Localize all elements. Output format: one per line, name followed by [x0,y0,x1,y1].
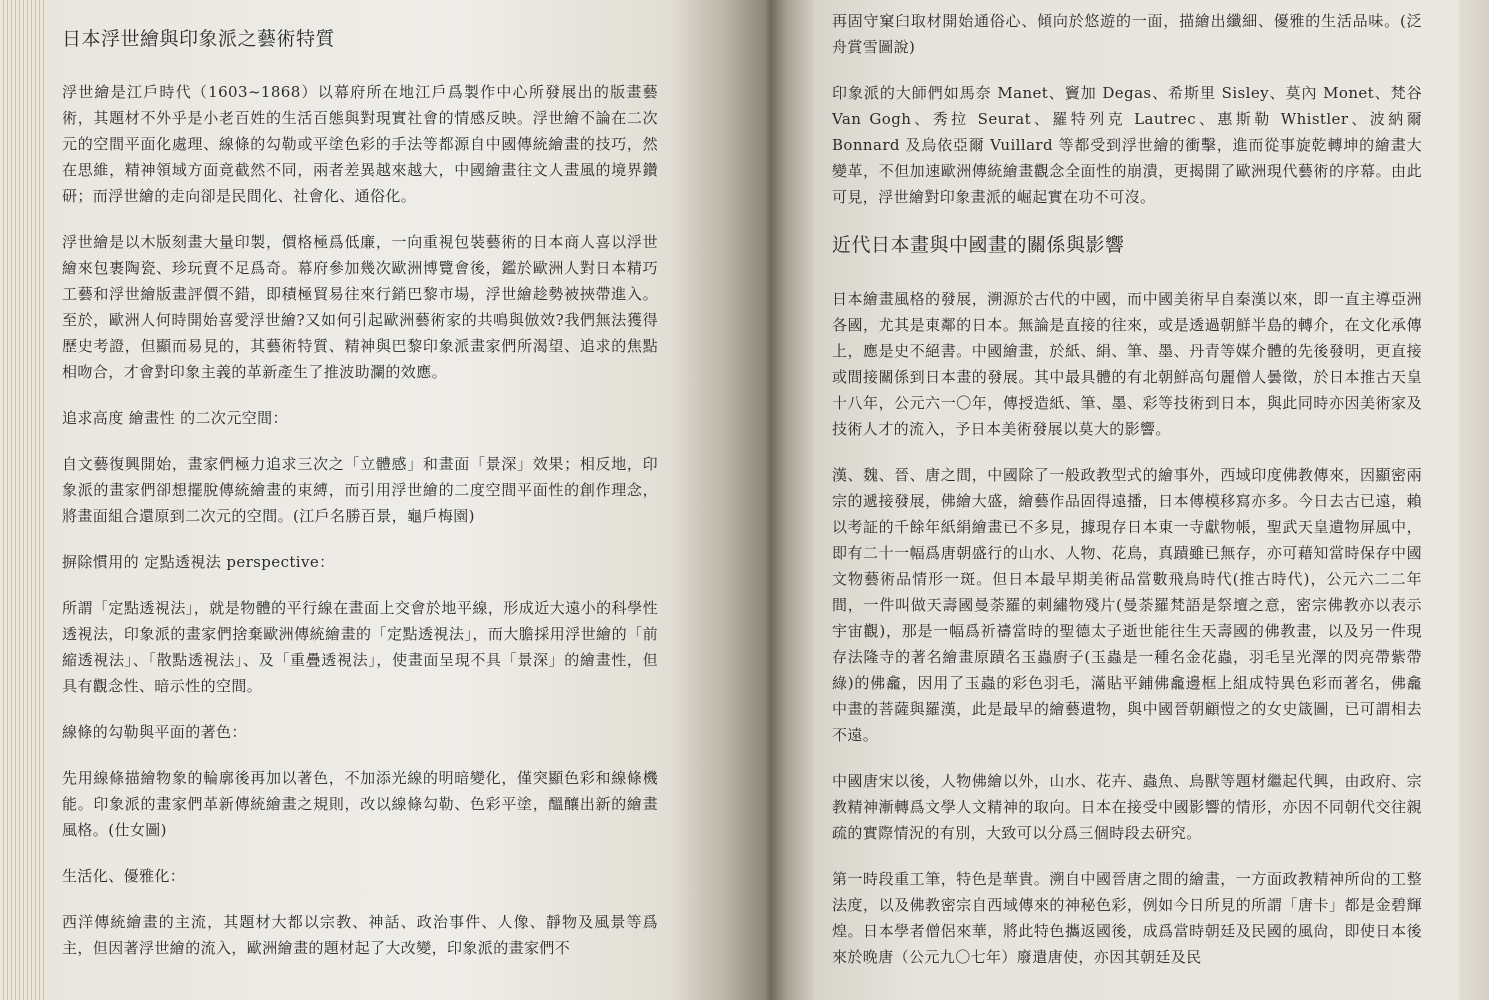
subheading: 追求高度 繪畫性 的二次元空間： [62,409,288,427]
subheading: 生活化、優雅化： [62,867,186,885]
page-stack-edge-right [1459,0,1489,1000]
subheading: 摒除慣用的 定點透視法 perspective： [62,553,335,571]
right-page-title: 近代日本畫與中國畫的關係與影響 [832,234,1125,256]
paragraph: 西洋傳統繪畫的主流，其題材大都以宗教、神話、政治事件、人像、靜物及風景等爲主，但因著浮世繪的流入，歐洲繪畫的題材起了大改變，印象派的畫家們不 [62,913,658,957]
paragraph: 中國唐宋以後，人物佛繪以外，山水、花卉、蟲魚、鳥獸等題材繼起代興，由政府、宗教精神漸轉爲文學人文精神的取向。日本在接受中國影響的情形，亦因不同朝代交往親疏的實際情況的有別，大致可以分爲三個時段去研究。 [832,772,1422,842]
left-page-text [62,18,658,981]
book-gutter [724,0,814,1000]
subheading: 線條的勾勒與平面的著色： [62,723,247,741]
paragraph: 自文藝復興開始，畫家們極力追求三次之「立體感」和畫面「景深」效果；相反地，印象派的畫家們卻想擺脫傳統繪畫的束縛，而引用浮世繪的二度空間平面性的創作理念，將畫面組合還原到二次元的空間。(江戶名勝百景，龜戶梅園) [62,455,658,525]
paragraph: 浮世繪是以木版刻畫大量印製，價格極爲低廉，一向重視包裝藝術的日本商人喜以浮世繪來包裹陶瓷、珍玩賣不足爲奇。幕府參加幾次歐洲博覽會後，鑑於歐洲人對日本精巧工藝和浮世繪版畫評價不錯，即積極貿易往來行銷巴黎市場，浮世繪趁勢被挾帶進入。至於，歐洲人何時開始喜愛浮世繪?又如何引起歐洲藝術家的共鳴與倣效?我們無法獲得歷史考證，但顯而易見的，其藝術特質、精神與巴黎印象派畫家們所渴望、追求的焦點相吻合，才會對印象主義的革新產生了推波助瀾的效應。 [62,233,658,381]
paragraph: 第一時段重工筆，特色是華貴。溯自中國晉唐之間的繪畫，一方面政教精神所尙的工整法度，以及佛教密宗自西域傳來的神秘色彩，例如今日所見的所謂「唐卡」都是金碧輝煌。日本學者僧侶來華，將此特色攜返國後，成爲當時朝廷及民國的風尙，即使日本後來於晚唐（公元九〇七年）廢遣唐使，亦因其朝廷及民 [832,870,1422,966]
page-stack-edge-left [0,0,46,1000]
paragraph: 所謂「定點透視法」，就是物體的平行線在畫面上交會於地平線，形成近大遠小的科學性透視法，印象派的畫家們捨棄歐洲傳統繪畫的「定點透視法」，而大膽採用浮世繪的「前縮透視法」、「散點透視法」、及「重疊透視法」，使畫面呈現不具「景深」的繪畫性，但具有觀念性、暗示性的空間。 [62,599,658,695]
right-page-text [832,8,1422,990]
paragraph: 浮世繪是江戶時代（1603~1868）以幕府所在地江戶爲製作中心所發展出的版畫藝術，其題材不外乎是小老百姓的生活百態與對現實社會的情感反映。浮世繪不論在二次元的空間平面化處理、線條的勾勒或平塗色彩的手法等都源自中國傳統繪畫的技巧，然在思維，精神領域方面竟截然不同，兩者差異越來越大，中國繪畫往文人畫風的境界鑽研；而浮世繪的走向卻是民間化、社會化、通俗化。 [62,83,658,205]
paragraph: 漢、魏、晉、唐之間，中國除了一般政教型式的繪事外，西域印度佛教傳來，因顯密兩宗的遞接發展，佛繪大盛，繪藝作品固得遠播，日本傳模移寫亦多。今日去古已遠，賴以考証的千餘年紙絹繪畫已不多見，據現存日本東一寺獻物帳，聖武天皇遺物屏風中，即有二十一幅爲唐朝盛行的山水、人物、花鳥，真蹟雖已無存，亦可藉知當時保存中國文物藝術品情形一斑。但日本最早期美術品當數飛鳥時代(推古時代)，公元六二二年間，一件叫做天壽國曼荼羅的刺繡物殘片(曼荼羅梵語是祭壇之意，密宗佛教亦以表示宇宙觀)，那是一幅爲祈禱當時的聖德太子逝世能往生天壽國的佛教畫，以及另一件現存法隆寺的著名繪畫原蹟名玉蟲廚子(玉蟲是一種名金花蟲，羽毛呈光澤的閃亮帶紫帶綠)的佛龕，因用了玉蟲的彩色羽毛，滿貼平鋪佛龕邊框上組成特異色彩而著名，佛龕中畫的菩薩與羅漢，此是最早的繪藝遺物，與中國晉朝顧愷之的女史箴圖，已可謂相去不遠。 [832,466,1422,744]
paragraph: 再固守窠臼取材開始通俗心、傾向於悠遊的一面，描繪出纖細、優雅的生活品味。(泛舟賞雪圖說) [832,12,1422,56]
paragraph: 日本繪畫風格的發展，溯源於古代的中國，而中國美術早自秦漢以來，即一直主導亞洲各國，尤其是東鄰的日本。無論是直接的往來，或是透過朝鮮半島的轉介，在文化承傳上，應是史不絕書。中國繪畫，於紙、絹、筆、墨、丹青等媒介體的先後發明，更直接或間接關係到日本畫的發展。其中最具體的有北朝鮮高句麗僧人曇徵，於日本推古天皇十八年，公元六一〇年，傳授造紙、筆、墨、彩等技術到日本，與此同時亦因美術家及技術人才的流入，予日本美術發展以莫大的影響。 [832,290,1422,438]
left-page-title: 日本浮世繪與印象派之藝術特質 [62,28,336,50]
paragraph: 印象派的大師們如馬奈 Manet、竇加 Degas、希斯里 Sisley、莫內 Monet、梵谷 Van Gogh、秀拉 Seurat、羅特列克 Lautrec、惠斯勒 Whistler、波納爾 Bonnard 及烏依亞爾 Vuillard 等都受到浮世繪的衝擊，進而從事旋乾轉坤的繪畫大變革，不但加速歐洲傳統繪畫觀念全面性的崩潰，更揭開了歐洲現代藝術的序幕。由此可見，浮世繪對印象畫派的崛起實在功不可沒。 [832,84,1422,206]
paragraph: 先用線條描繪物象的輪廓後再加以著色，不加添光線的明暗變化，僅突顯色彩和線條機能。印象派的畫家們革新傳統繪畫之規則，改以線條勾勒、色彩平塗，醞釀出新的繪畫風格。(仕女圖) [62,769,658,839]
